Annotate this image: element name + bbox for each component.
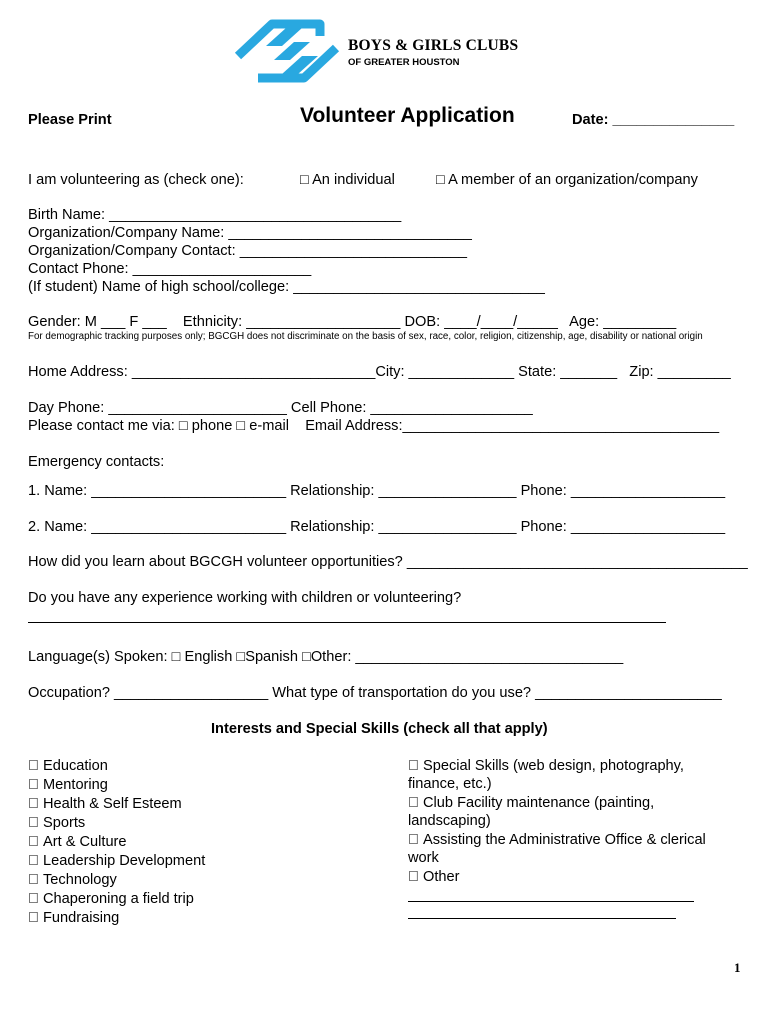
learn-about-field[interactable]: How did you learn about BGCGH volunteer opportunities? __________________________________________ <box>28 554 748 570</box>
interest-sports[interactable]: Sports <box>28 815 79 831</box>
please-print-label: Please Print <box>28 112 112 128</box>
org-contact-field[interactable]: Organization/Company Contact: ____________________________ <box>28 243 467 259</box>
interest-facility[interactable]: Club Facility maintenance (painting, <box>408 795 648 811</box>
emergency-contact-2[interactable]: 2. Name: ________________________ Relationship: _________________ Phone: ___________________ <box>28 519 726 535</box>
org-name-field[interactable]: Organization/Company Name: ______________________________ <box>28 225 472 241</box>
emergency-label: Emergency contacts: <box>28 454 165 470</box>
interest-admin[interactable]: Assisting the Administrative Office & clerical <box>408 832 699 848</box>
volunteer-as-label: I am volunteering as (check one): <box>28 172 244 188</box>
interests-heading: Interests and Special Skills (check all that apply) <box>211 721 548 737</box>
languages-field[interactable]: Language(s) Spoken: □ English □Spanish □Other: _________________________________ <box>28 649 624 665</box>
org-name: BOYS & GIRLS CLUBS <box>348 37 519 54</box>
date-field[interactable]: Date: _______________ <box>572 112 735 128</box>
contact-phone-field[interactable]: Contact Phone: ______________________ <box>28 261 312 277</box>
checkbox-organization[interactable]: □ A member of an organization/company <box>436 172 698 188</box>
interest-chaperoning[interactable]: Chaperoning a field trip <box>28 891 188 907</box>
org-subtitle: OF GREATER HOUSTON <box>348 57 460 68</box>
bgc-logo-icon <box>228 16 346 86</box>
interest-admin-cont: work <box>408 850 439 866</box>
interest-leadership[interactable]: Leadership Development <box>28 853 199 869</box>
demographic-disclaimer: For demographic tracking purposes only; BGCGH does not discriminate on the basis of sex, race, color, religion, citizenship, age, disability or national origin <box>28 331 703 342</box>
interest-fundraising[interactable]: Fundraising <box>28 910 113 926</box>
emergency-contact-1[interactable]: 1. Name: ________________________ Relationship: _________________ Phone: ___________________ <box>28 483 726 499</box>
interest-technology[interactable]: Technology <box>28 872 110 888</box>
interest-special-skills[interactable]: Special Skills (web design, photography, <box>408 758 678 774</box>
interest-art[interactable]: Art & Culture <box>28 834 119 850</box>
contact-via-field[interactable]: Please contact me via: □ phone □ e-mail Email Address:_______________________________________ <box>28 418 720 434</box>
interest-other[interactable]: Other <box>408 869 453 885</box>
interest-mentoring[interactable]: Mentoring <box>28 777 102 793</box>
interest-health[interactable]: Health & Self Esteem <box>28 796 175 812</box>
other-line-1[interactable] <box>408 901 694 902</box>
demographics-field[interactable]: Gender: M ___ F ___ Ethnicity: ___________________ DOB: ____/____/_____ Age: _________ <box>28 314 677 330</box>
interest-special-skills-cont: finance, etc.) <box>408 776 492 792</box>
page-number: 1 <box>734 960 741 975</box>
experience-answer-line[interactable] <box>28 622 666 623</box>
school-field[interactable]: (If student) Name of high school/college: _______________________________ <box>28 279 545 295</box>
other-line-2[interactable] <box>408 918 676 919</box>
page-title: Volunteer Application <box>300 104 515 127</box>
interest-education[interactable]: Education <box>28 758 102 774</box>
interest-facility-cont: landscaping) <box>408 813 491 829</box>
birth-name-field[interactable]: Birth Name: ____________________________________ <box>28 207 402 223</box>
checkbox-individual[interactable]: □ An individual <box>300 172 395 188</box>
experience-question: Do you have any experience working with children or volunteering? <box>28 590 462 606</box>
occupation-field[interactable]: Occupation? ___________________ What type of transportation do you use? _______________________ <box>28 685 722 701</box>
phone-fields[interactable]: Day Phone: ______________________ Cell Phone: ____________________ <box>28 400 533 416</box>
home-address-field[interactable]: Home Address: ______________________________City: _____________ State: _______ Zip: _________ <box>28 364 731 380</box>
